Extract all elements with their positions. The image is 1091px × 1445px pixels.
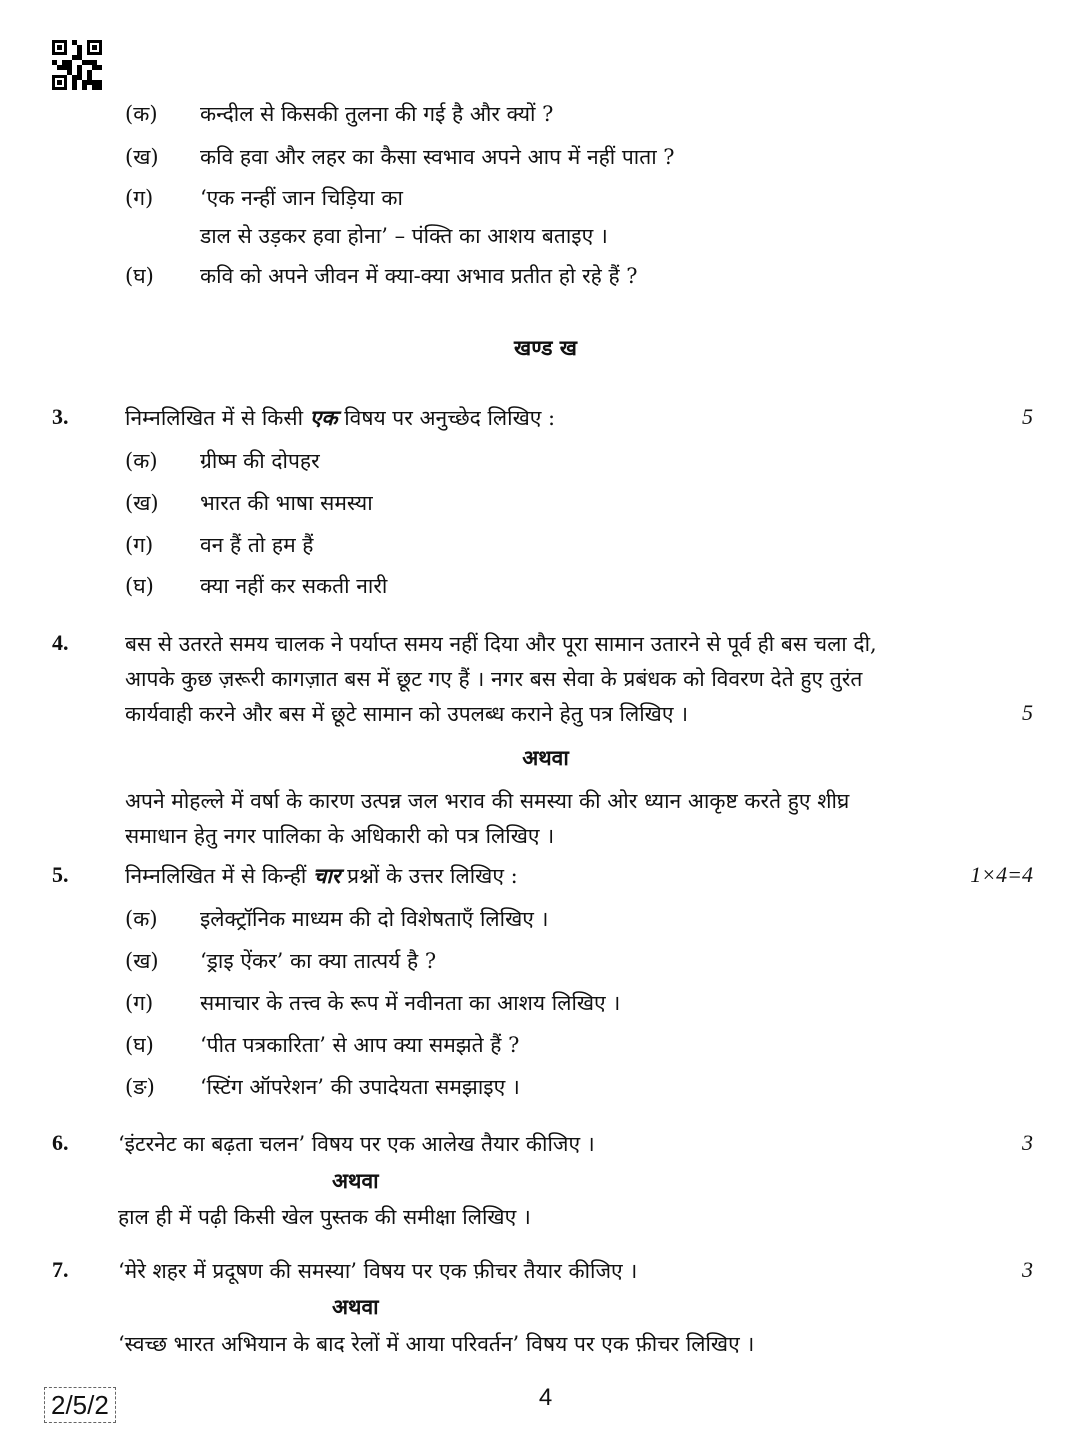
q2-part-label: (क) (125, 102, 158, 126)
paper-code: 2/5/2 (44, 1387, 116, 1423)
question-line: बस से उतरते समय चालक ने पर्याप्त समय नहीं दिया और पूरा सामान उतारने से पूर्व ही बस चला दी, (125, 632, 877, 656)
q2-part-text: ‘एक नन्हीं जान चिड़िया का (200, 186, 403, 210)
alternative-text: ‘स्वच्छ भारत अभियान के बाद रेलों में आया परिवर्तन’ विषय पर एक फ़ीचर लिखिए । (118, 1332, 755, 1356)
option-text: इलेक्ट्रॉनिक माध्यम की दो विशेषताएँ लिखिए । (200, 907, 549, 931)
option-text: समाचार के तत्त्व के रूप में नवीनता का आशय लिखिए । (200, 991, 621, 1015)
prompt-emphasis: एक (309, 405, 338, 430)
option-label: (ख) (125, 491, 159, 515)
option-text: वन हैं तो हम हैं (200, 533, 314, 557)
option-label: (क) (125, 907, 158, 931)
page-number: 4 (538, 1384, 553, 1411)
question-number: 3. (52, 404, 69, 429)
q2-part-text: कवि हवा और लहर का कैसा स्वभाव अपने आप में नहीं पाता ? (200, 145, 675, 169)
prompt-suffix: प्रश्नों के उत्तर लिखिए : (347, 864, 518, 888)
alternative-line: समाधान हेतु नगर पालिका के अधिकारी को पत्र लिखिए । (125, 824, 555, 848)
option-label: (क) (125, 449, 158, 473)
question-text: ‘मेरे शहर में प्रदूषण की समस्या’ विषय पर एक फ़ीचर तैयार कीजिए । (118, 1259, 638, 1283)
prompt-prefix: निम्नलिखित में से किन्हीं (125, 864, 307, 888)
question-marks: 5 (1022, 404, 1033, 429)
prompt-suffix: विषय पर अनुच्छेद लिखिए : (344, 406, 556, 430)
question-line: कार्यवाही करने और बस में छूटे सामान को उपलब्ध कराने हेतु पत्र लिखिए । (125, 702, 689, 726)
option-label: (घ) (125, 574, 154, 598)
option-text: ग्रीष्म की दोपहर (200, 449, 320, 473)
prompt-emphasis: चार (313, 863, 341, 888)
option-label: (ङ) (125, 1075, 155, 1099)
question-number: 4. (52, 630, 69, 655)
option-label: (ख) (125, 949, 159, 973)
question-marks: 3 (1022, 1257, 1033, 1282)
question-number: 7. (52, 1257, 69, 1282)
question-marks: 5 (1022, 700, 1033, 725)
q2-part-label: (ग) (125, 186, 154, 210)
question-text: ‘इंटरनेट का बढ़ता चलन’ विषय पर एक आलेख तैयार कीजिए । (118, 1132, 595, 1156)
question-prompt (125, 404, 555, 432)
option-text: भारत की भाषा समस्या (200, 491, 373, 515)
option-text: ‘पीत पत्रकारिता’ से आप क्या समझते हैं ? (200, 1033, 520, 1057)
q2-part-text: कवि को अपने जीवन में क्या-क्या अभाव प्रतीत हो रहे हैं ? (200, 264, 638, 288)
prompt-prefix: निम्नलिखित में से किसी (125, 406, 304, 430)
option-label: (घ) (125, 1033, 154, 1057)
question-marks: 3 (1022, 1130, 1033, 1155)
qr-code (52, 40, 102, 90)
option-text: क्या नहीं कर सकती नारी (200, 574, 388, 598)
q2-part-label: (ख) (125, 145, 159, 169)
q2-part-text: कन्दील से किसकी तुलना की गई है और क्यों ? (200, 102, 554, 126)
question-prompt (125, 862, 518, 890)
question-number: 5. (52, 862, 69, 887)
option-text: ‘स्टिंग ऑपरेशन’ की उपादेयता समझाइए । (200, 1075, 520, 1099)
question-marks: 1×4=4 (970, 862, 1033, 887)
option-text: ‘ड्राइ ऐंकर’ का क्या तात्पर्य है ? (200, 949, 437, 973)
alternative-line: अपने मोहल्ले में वर्षा के कारण उत्पन्न जल भराव की समस्या की ओर ध्यान आकृष्ट करते हुए शीघ्र (125, 789, 850, 813)
question-line: आपके कुछ ज़रूरी कागज़ात बस में छूट गए हैं । नगर बस सेवा के प्रबंधक को विवरण देते हुए तुरंत (125, 667, 863, 691)
alternative-text: हाल ही में पढ़ी किसी खेल पुस्तक की समीक्षा लिखिए । (118, 1205, 531, 1229)
or-label: अथवा (522, 745, 569, 770)
or-label: अथवा (332, 1168, 379, 1193)
section-heading: खण्ड ख (514, 335, 577, 360)
q2-part-text-continued: डाल से उड़कर हवा होना’ – पंक्ति का आशय बताइए । (200, 224, 608, 248)
option-label: (ग) (125, 533, 154, 557)
option-label: (ग) (125, 991, 154, 1015)
or-label: अथवा (332, 1294, 379, 1319)
q2-part-label: (घ) (125, 264, 154, 288)
question-number: 6. (52, 1130, 69, 1155)
